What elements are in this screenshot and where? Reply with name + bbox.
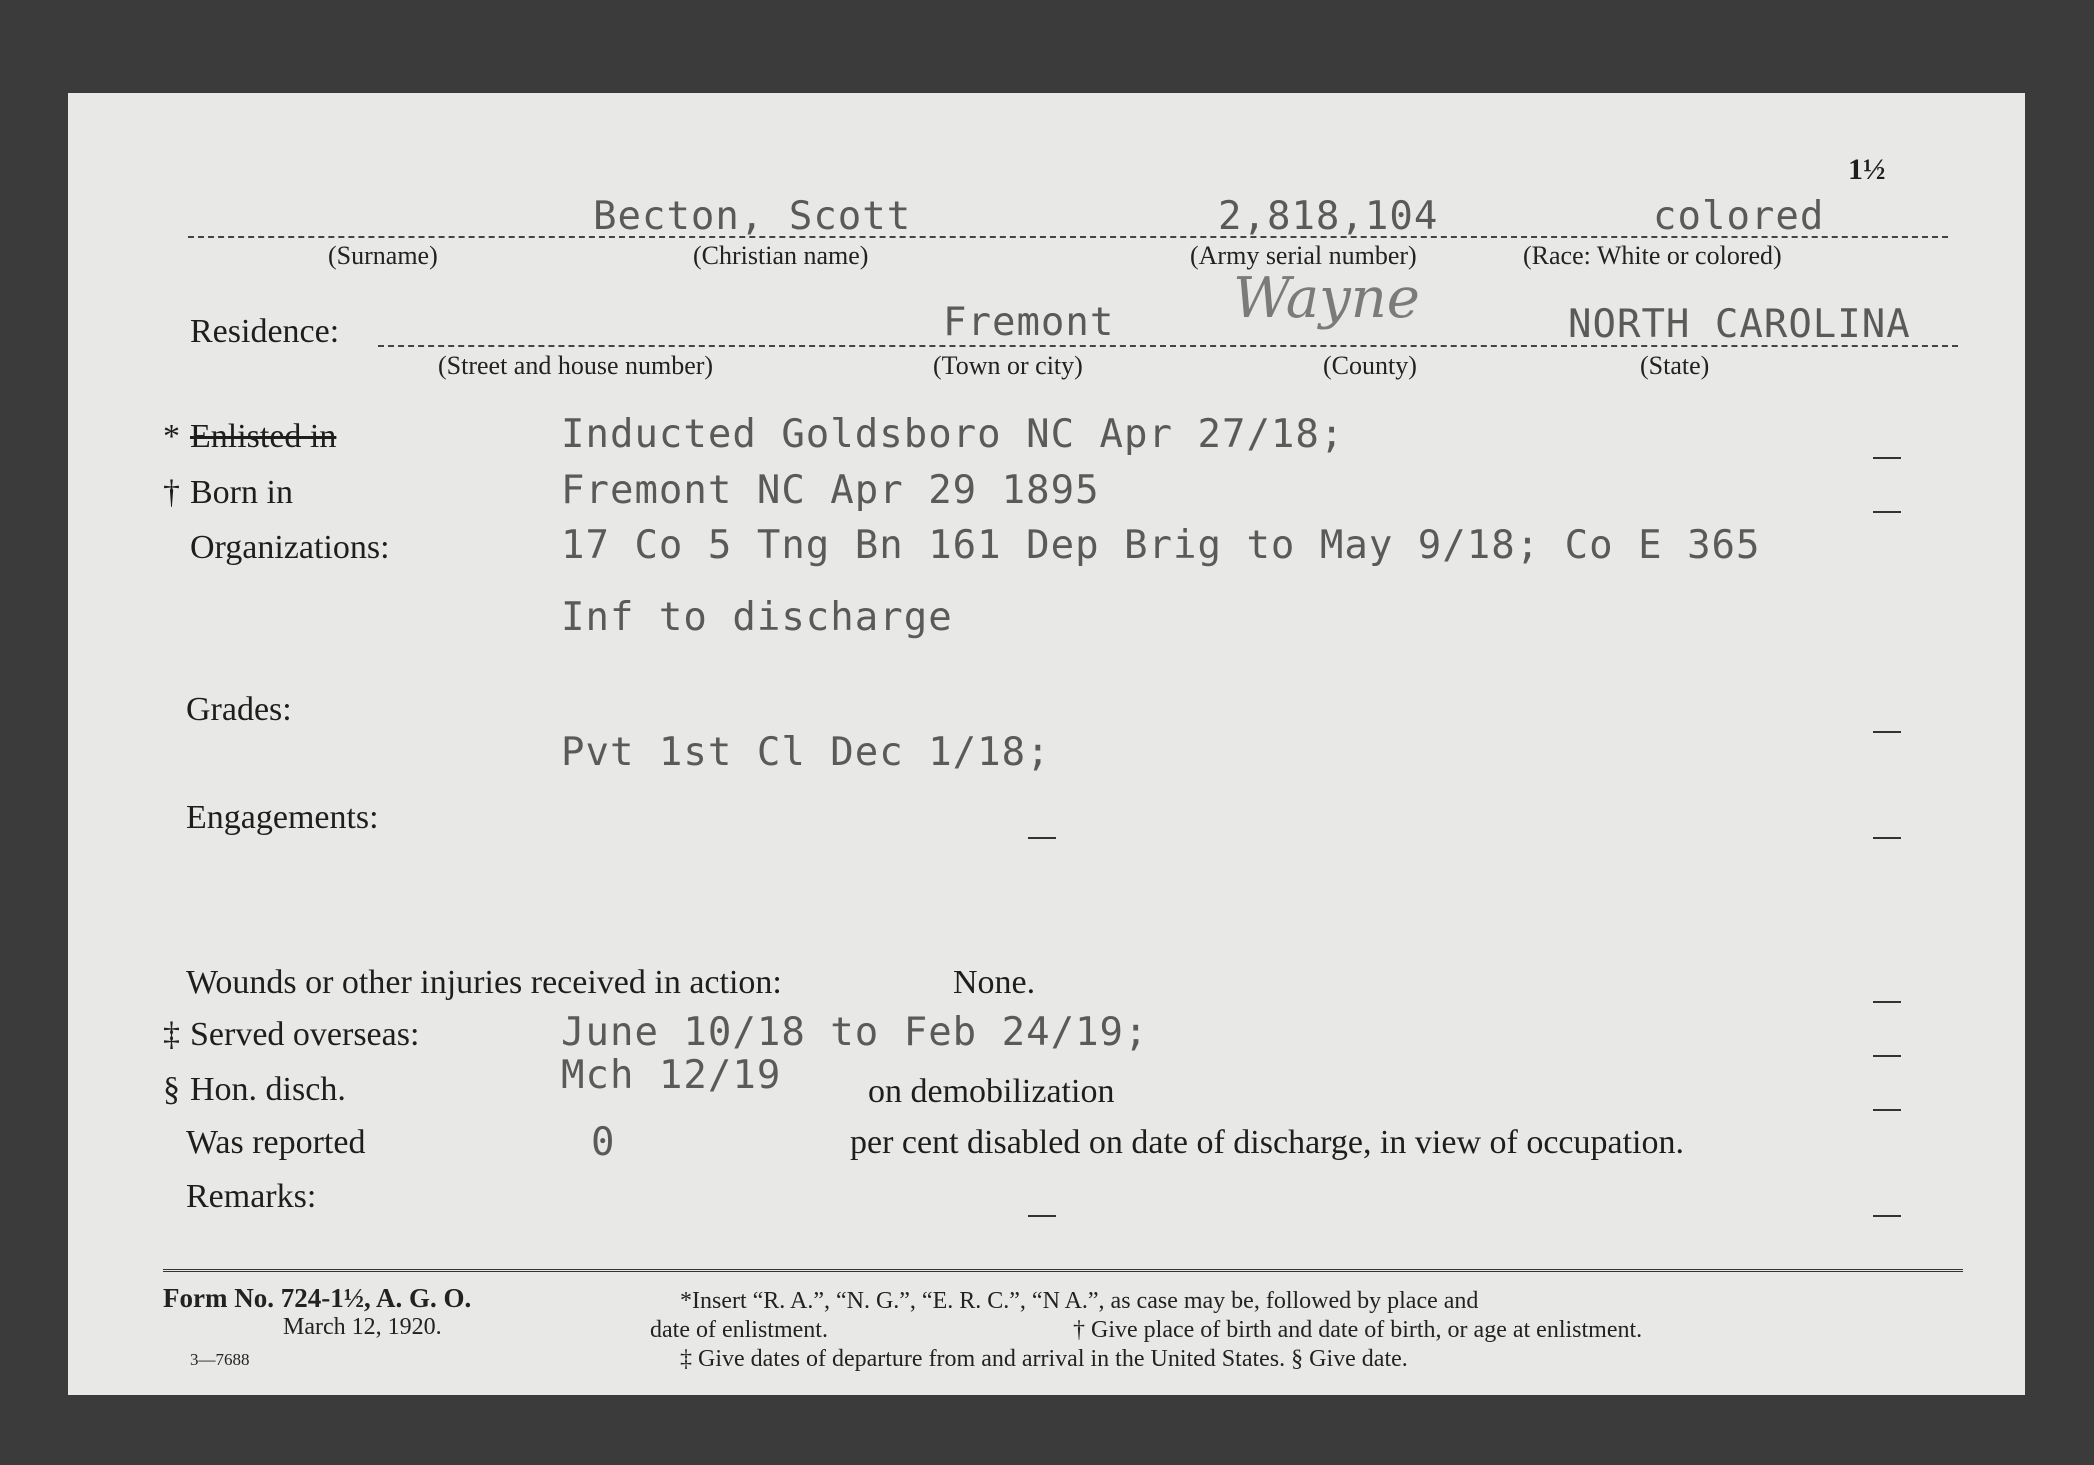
draft-record-card: [68, 93, 2025, 1395]
county-value: Wayne: [1233, 266, 1420, 331]
footnote-overseas: ‡ Give dates of departure from and arrival in the United States. § Give date.: [680, 1346, 1408, 1372]
footer-rule: [163, 1269, 1963, 1272]
form-number: Form No. 724-1½, A. G. O.: [163, 1283, 472, 1313]
corner-number: 1½: [1848, 153, 1886, 186]
remarks-label: Remarks:: [186, 1178, 317, 1215]
line-end-tick: [1028, 1215, 1056, 1217]
enlisted-label: Enlisted in: [190, 418, 337, 455]
line-end-tick: [1873, 837, 1901, 839]
overseas-label: Served overseas:: [190, 1016, 420, 1053]
line-end-tick: [1873, 1001, 1901, 1003]
surname-value: Becton, Scott: [593, 194, 912, 239]
discharge-value: Mch 12/19: [561, 1053, 782, 1098]
line-end-tick: [1873, 1055, 1901, 1057]
caption-race: (Race: White or colored): [1523, 241, 1782, 270]
line-end-tick: [1873, 731, 1901, 733]
born-label: Born in: [190, 474, 293, 511]
line-end-tick: [1873, 457, 1901, 459]
caption-street: (Street and house number): [438, 351, 714, 380]
grades-value: Pvt 1st Cl Dec 1/18;: [561, 730, 1051, 775]
overseas-mark: ‡: [163, 1016, 180, 1053]
caption-christian-name: (Christian name): [693, 241, 869, 270]
line-end-tick: [1028, 837, 1056, 839]
wounds-label: Wounds or other injuries received in action:: [186, 964, 782, 1001]
organizations-line2: Inf to discharge: [561, 595, 953, 640]
discharge-mark: §: [163, 1071, 180, 1108]
print-code: 3—7688: [190, 1350, 250, 1369]
state-value: NORTH CAROLINA: [1568, 302, 1911, 347]
residence-label: Residence:: [190, 313, 340, 350]
engagements-label: Engagements:: [186, 799, 379, 836]
footnote-enlistment: *Insert “R. A.”, “N. G.”, “E. R. C.”, “N A.”, as case may be, followed by place and: [680, 1288, 1479, 1314]
town-value: Fremont: [943, 300, 1115, 345]
caption-surname: (Surname): [328, 241, 438, 270]
footnote-birth: † Give place of birth and date of birth, or age at enlistment.: [1073, 1317, 1643, 1343]
line-end-tick: [1873, 1215, 1901, 1217]
born-mark: †: [163, 474, 180, 511]
caption-state: (State): [1640, 351, 1710, 380]
reported-value: 0: [591, 1120, 616, 1165]
discharge-label: Hon. disch.: [190, 1071, 346, 1108]
reported-label: Was reported: [186, 1124, 366, 1161]
form-date: March 12, 1920.: [283, 1314, 442, 1340]
caption-county: (County): [1323, 351, 1417, 380]
enlisted-mark: *: [163, 418, 180, 455]
wounds-value: None.: [953, 964, 1036, 1001]
line-end-tick: [1873, 1109, 1901, 1111]
discharge-suffix: on demobilization: [868, 1073, 1115, 1110]
organizations-label: Organizations:: [190, 529, 390, 566]
race-value: colored: [1653, 194, 1825, 239]
caption-army-serial: (Army serial number): [1190, 241, 1417, 270]
enlisted-value: Inducted Goldsboro NC Apr 27/18;: [561, 412, 1345, 457]
reported-suffix: per cent disabled on date of discharge, in view of occupation.: [850, 1124, 1684, 1161]
born-value: Fremont NC Apr 29 1895: [561, 468, 1100, 513]
serial-value: 2,818,104: [1218, 194, 1439, 239]
grades-label: Grades:: [186, 691, 292, 728]
overseas-value: June 10/18 to Feb 24/19;: [561, 1010, 1149, 1055]
organizations-line1: 17 Co 5 Tng Bn 161 Dep Brig to May 9/18; Co E 365: [561, 523, 1761, 568]
line-end-tick: [1873, 511, 1901, 513]
caption-town: (Town or city): [933, 351, 1083, 380]
footnote-enlistment-cont: date of enlistment.: [650, 1317, 828, 1343]
